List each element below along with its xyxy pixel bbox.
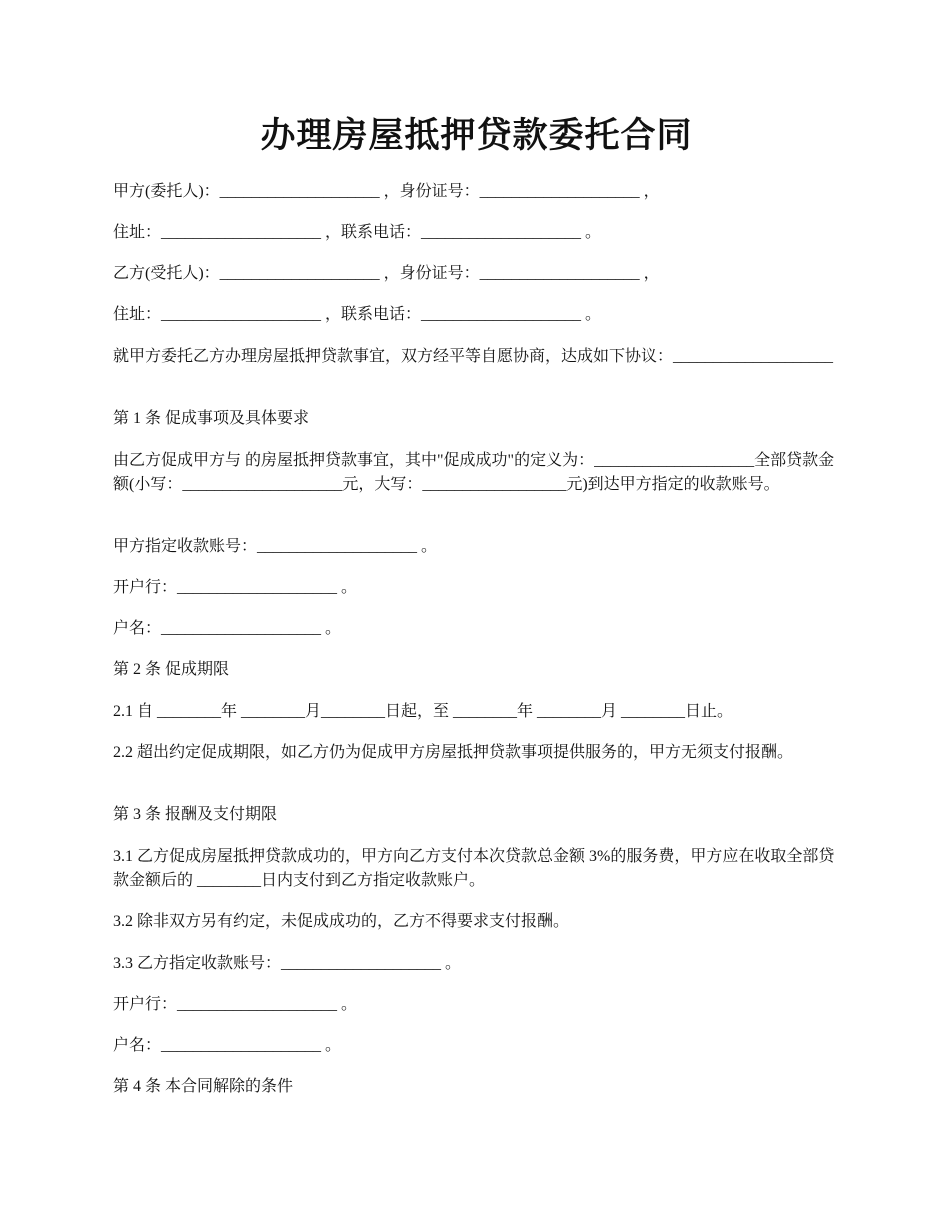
payee-bank-line: 开户行：____________________ 。	[113, 579, 358, 596]
party-a-line: 甲方(委托人)：____________________ ，身份证号：____________________ ，	[113, 183, 660, 200]
clause-3-3: 3.3 乙方指定收款账号：____________________ 。	[113, 955, 462, 972]
clause-2-1: 2.1 自 ________年 ________月________日起，至 ________年 ________月 ________日止。	[113, 703, 734, 720]
clause-3-2: 3.2 除非双方另有约定，未促成成功的，乙方不得要求支付报酬。	[113, 913, 570, 930]
article-3-heading: 第 3 条 报酬及支付期限	[113, 806, 278, 823]
clause-3-bank-line: 开户行：____________________ 。	[113, 996, 358, 1013]
payee-account-line: 甲方指定收款账号：____________________ 。	[113, 538, 438, 555]
article-4-heading: 第 4 条 本合同解除的条件	[113, 1078, 294, 1095]
document-title: 办理房屋抵押贷款委托合同	[260, 116, 693, 155]
article-2-heading: 第 2 条 促成期限	[113, 661, 230, 678]
preamble-paragraph: 就甲方委托乙方办理房屋抵押贷款事宜，双方经平等自愿协商，达成如下协议：____________________	[113, 348, 834, 365]
payee-name-line: 户名：____________________ 。	[113, 620, 342, 637]
clause-3-name-line: 户名：____________________ 。	[113, 1037, 342, 1054]
party-a-address-line: 住址：____________________ ，联系电话：____________________ 。	[113, 224, 602, 241]
clause-2-2: 2.2 超出约定促成期限，如乙方仍为促成甲方房屋抵押贷款事项提供服务的，甲方无须支付报酬。	[113, 744, 794, 761]
party-b-address-line: 住址：____________________ ，联系电话：____________________ 。	[113, 306, 602, 323]
article-1-heading: 第 1 条 促成事项及具体要求	[113, 410, 310, 427]
party-b-line: 乙方(受托人)：____________________ ，身份证号：____________________ ，	[113, 265, 660, 282]
article-1-body: 由乙方促成甲方与 的房屋抵押贷款事宜，其中"促成成功"的定义为：____________________全部贷款金额(小写：____________________元，大写：__________________元)到达甲方指定的收款账号。	[113, 452, 835, 493]
clause-3-1: 3.1 乙方促成房屋抵押贷款成功的，甲方向乙方支付本次贷款总金额 3%的服务费，甲方应在收取全部贷款金额后的 ________日内支付到乙方指定收款账户。	[113, 848, 835, 889]
